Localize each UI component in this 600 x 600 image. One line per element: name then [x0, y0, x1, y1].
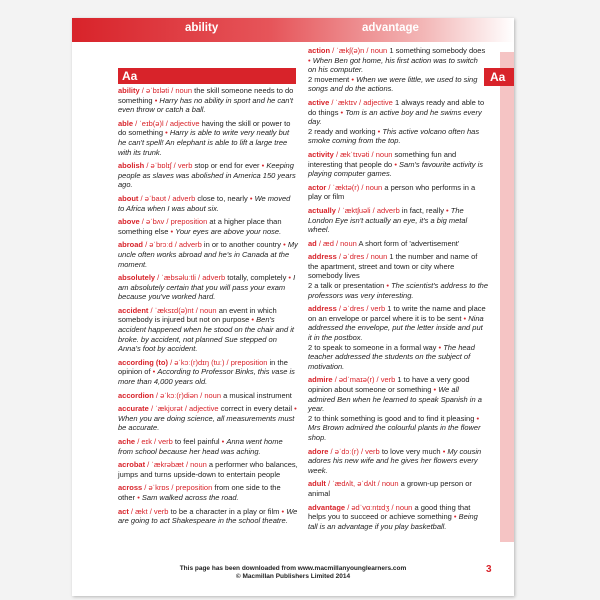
- part-of-speech: noun: [190, 460, 207, 470]
- example-sentence: Harry has no ability in sport and he can't even throw or catch a ball.: [118, 95, 293, 115]
- pronunciation: ˈækjʊrət: [155, 404, 183, 414]
- dictionary-entry: ad / æd / noun A short form of 'advertisement': [308, 238, 460, 248]
- dictionary-entry: ache / eɪk / verb to feel painful • Anna went home from school because her head was aching.: [118, 437, 283, 456]
- part-of-speech: noun: [375, 149, 393, 159]
- example-sentence: Ben's accident happened when he stood on the chair and it broke. by accident, not planned Sue stepped on Anna's foot by accident.: [118, 315, 294, 354]
- headword: acrobat: [118, 460, 146, 470]
- pronunciation: əˈdɔː(r): [334, 446, 359, 456]
- dictionary-entry: abroad / əˈbrɔːd / adverb in or to another country • My uncle often works abroad and he's in Canada at the moment.: [118, 240, 298, 269]
- part-of-speech: noun: [381, 479, 399, 489]
- definition: in or to another country: [203, 240, 282, 250]
- headword: adore: [308, 446, 329, 456]
- pronunciation: ədˈvɑːntɪdʒ: [351, 502, 390, 512]
- pronunciation: əˈdres: [343, 304, 365, 314]
- pronunciation: ədˈmaɪə(r): [338, 375, 375, 385]
- dictionary-entry: able / ˈeɪb(ə)l / adjective having the skill or power to do something • Harry is able to write very neatly but he can't spell! An elephant is able to lift a large tree with its trunk.: [118, 118, 291, 157]
- part-of-speech: verb: [177, 161, 193, 171]
- definition: a musical instrument: [223, 390, 292, 400]
- part-of-speech: noun: [370, 46, 388, 55]
- pronunciation: ˈækrəbæt: [151, 460, 184, 470]
- pronunciation: əˈbaʊt: [144, 193, 167, 203]
- part-of-speech: adverb: [178, 240, 202, 250]
- example-sentence: This active volcano often has smoke coming from the top.: [308, 126, 480, 146]
- dictionary-entry: accident / ˈæksɪd(ə)nt / noun an event in which somebody is injured but not on purpose • Ben's accident happened when he stood on the chair and it broke. by accident, not planned Sue stepped on Anna's foot by accident.: [118, 305, 294, 354]
- pronunciation: əˈbʌv: [145, 217, 165, 227]
- headword: able: [118, 118, 134, 128]
- example-sentence: Being tall is an advantage if you play basketball.: [308, 512, 478, 531]
- dictionary-entry: abolish / əˈbɒlɪʃ / verb stop or end for ever • Keeping people as slaves was abolished in America 150 years ago.: [118, 161, 296, 190]
- pronunciation: əˈkɔː(r)dɪŋ (tuː): [174, 357, 225, 367]
- dictionary-page: [72, 18, 514, 596]
- definition: in fact, really: [401, 205, 444, 215]
- dictionary-entry: advantage / ədˈvɑːntɪdʒ / noun a good thing that helps you to succeed or achieve something • Being tall is an advantage if you play basketball.: [308, 502, 478, 531]
- headword: address: [308, 304, 337, 314]
- dictionary-entry: admire / ədˈmaɪə(r) / verb 1 to have a very good opinion about someone or something • We all admired Ben when he learned to speak Spanish in a year. 2 to think something is good and to find it pleasing • Mrs Brown admired the colourful plants in the flower shop.: [308, 375, 482, 442]
- pronunciation: ˈæbsəluːtli: [161, 273, 196, 283]
- example-sentence: The scientist's address to the professors was very interesting.: [308, 281, 488, 300]
- dictionary-entry: above / əˈbʌv / preposition at a higher place than something else • Your eyes are above your nose.: [118, 217, 282, 236]
- dictionary-entry: activity / ækˈtɪvəti / noun something fun and interesting that people do • Sam's favourite activity is playing computer games.: [308, 149, 483, 179]
- definition: 2 ready and working: [308, 126, 376, 136]
- pronunciation: əˈdres: [343, 252, 365, 262]
- part-of-speech: adjective: [363, 97, 393, 107]
- pronunciation: ˈækʃ(ə)n: [336, 46, 365, 55]
- part-of-speech: verb: [370, 304, 386, 314]
- example-sentence: Tom is an active boy and he swims every day.: [308, 107, 482, 127]
- example-sentence: When Ben got home, his first action was to switch on his computer.: [308, 55, 478, 75]
- part-of-speech: noun: [204, 390, 221, 400]
- dictionary-entry: about / əˈbaʊt / adverb close to, nearly • We moved to Africa when I was about six.: [118, 193, 291, 213]
- definition: close to, nearly: [197, 193, 248, 203]
- example-sentence: We are going to act Shakespeare in the school theatre.: [118, 506, 298, 526]
- example-sentence: Anna went home from school because her head was aching.: [118, 437, 283, 456]
- pronunciation: ˈæksɪd(ə)nt: [154, 305, 194, 315]
- headword: advantage: [308, 502, 346, 512]
- part-of-speech: noun: [175, 86, 193, 95]
- pronunciation: əˈkɔː(r)diən: [160, 390, 199, 400]
- download-notice: This page has been downloaded from www.macmillanyounglearners.com: [179, 565, 407, 572]
- dictionary-entry: address / əˈdres / verb 1 to write the name and place on an envelope or parcel where it is to be sent • Nina addressed the envelope, put the letter inside and put it in the postbox. 2 to speak to someone in a formal way • The head teacher addressed the students on the subject of motivation.: [308, 304, 486, 371]
- pronunciation: əˈbɪləti: [145, 86, 170, 95]
- definition: correct in every detail: [220, 404, 292, 414]
- guide-word-right: advantage: [362, 22, 419, 34]
- headword: abroad: [118, 240, 144, 250]
- definition: to be a character in a play or film: [170, 506, 280, 516]
- dictionary-entry: active / ˈæktɪv / adjective 1 always ready and able to do things • Tom is an active boy and he swims every day. 2 ready and working • This active volcano often has smoke coming from the top.: [308, 97, 485, 146]
- definition: 2 a talk or presentation: [308, 281, 385, 291]
- definition: 1 the number and name of the apartment, street and town or city where somebody lives: [308, 252, 478, 281]
- pronunciation: əˈkrɒs: [148, 483, 170, 493]
- dictionary-entry: according (to) / əˈkɔː(r)dɪŋ (tuː) / preposition in the opinion of • According to Professor Binks, this vase is more than 4,000 years old.: [118, 357, 295, 387]
- dictionary-entry: accurate / ˈækjʊrət / adjective correct in every detail • When you are doing science, all measurements must be accurate.: [118, 404, 297, 433]
- headword: act: [118, 506, 129, 516]
- definition: a performer who balances, jumps and turns upside-down to entertain people: [118, 460, 298, 479]
- headword: actor: [308, 182, 327, 192]
- headword: admire: [308, 375, 333, 385]
- part-of-speech: noun: [365, 182, 383, 192]
- letter-tab-right: Aa: [484, 68, 514, 86]
- part-of-speech: preposition: [230, 357, 268, 367]
- definition: 2 to think something is good and to find it pleasing: [308, 413, 475, 423]
- definition: the skill someone needs to do something: [118, 86, 294, 105]
- definition: 1 always ready and able to do things: [308, 97, 485, 117]
- example-sentence: The head teacher addressed the students on the subject of motivation.: [308, 342, 475, 371]
- headword: actually: [308, 205, 336, 215]
- pronunciation: ˈæktə(r): [332, 182, 360, 192]
- dictionary-entry: adore / əˈdɔː(r) / verb to love very much • My cousin adores his new wife and he gives her flowers every week.: [308, 446, 482, 475]
- headword: abolish: [118, 161, 145, 171]
- headword: ad: [308, 238, 317, 248]
- right-column: [308, 46, 488, 535]
- part-of-speech: noun: [395, 502, 413, 512]
- definition: in the opinion of: [118, 357, 288, 377]
- pronunciation: əˈbrɔːd: [149, 240, 173, 250]
- definition: 1 to have a very good opinion about someone or something: [308, 375, 470, 394]
- example-sentence: We moved to Africa when I was about six.: [118, 193, 291, 213]
- dictionary-entry: address / əˈdres / noun 1 the number and name of the apartment, street and town or city where somebody lives 2 a talk or presentation • The scientist's address to the professors was very interesting.: [308, 252, 488, 300]
- part-of-speech: noun: [340, 238, 357, 248]
- pronunciation: ækt: [135, 506, 148, 516]
- definition: having the skill or power to do something: [118, 118, 291, 138]
- dictionary-entry: act / ækt / verb to be a character in a play or film • We are going to act Shakespeare in the school theatre.: [118, 506, 298, 526]
- pronunciation: ˈeɪb(ə)l: [139, 118, 164, 128]
- headword: absolutely: [118, 273, 156, 283]
- headword: across: [118, 483, 143, 493]
- headword: above: [118, 217, 140, 227]
- dictionary-entry: adult / ˈædʌlt, əˈdʌlt / noun a grown-up person or animal: [308, 479, 472, 498]
- example-sentence: Nina addressed the envelope, put the letter inside and put it in the postbox.: [308, 313, 484, 343]
- headword: ache: [118, 437, 136, 446]
- page-header: [72, 18, 514, 42]
- dictionary-entry: actor / ˈæktə(r) / noun a person who performs in a play or film: [308, 182, 476, 202]
- example-sentence: The London Eye isn't actually an eye, it's a big metal wheel.: [308, 205, 468, 235]
- pronunciation: ˈæktɪv: [335, 97, 357, 107]
- example-sentence: Keeping people as slaves was abolished in America 150 years ago.: [118, 161, 296, 190]
- dictionary-entry: accordion / əˈkɔː(r)diən / noun a musical instrument: [118, 390, 292, 400]
- definition: from one side to the other: [118, 483, 281, 502]
- example-sentence: When we were little, we used to sing songs and do the actions.: [308, 74, 478, 94]
- left-column: [118, 86, 298, 530]
- definition: to feel painful: [174, 437, 220, 446]
- headword: accident: [118, 305, 149, 315]
- example-sentence: Harry is able to write very neatly but he can't spell! An elephant is able to lift a large tree with its trunk.: [118, 128, 290, 157]
- dictionary-entry: action / ˈækʃ(ə)n / noun 1 something somebody does • When Ben got home, his first action was to switch on his computer. 2 movement • When we were little, we used to sing songs and do the actions.: [308, 46, 486, 94]
- headword: adult: [308, 479, 326, 489]
- part-of-speech: adverb: [172, 193, 196, 203]
- thumb-index-bar: [500, 52, 514, 542]
- definition: 2 to speak to someone in a formal way: [308, 342, 437, 352]
- example-sentence: According to Professor Binks, this vase is more than 4,000 years old.: [118, 367, 295, 387]
- example-sentence: My cousin adores his new wife and he gives her flowers every week.: [308, 446, 482, 475]
- headword: accurate: [118, 404, 149, 414]
- definition: at a higher place than something else: [118, 217, 282, 236]
- definition: a person who performs in a play or film: [308, 182, 476, 202]
- part-of-speech: preposition: [170, 217, 208, 227]
- page-footer: [72, 565, 514, 581]
- part-of-speech: adverb: [376, 205, 400, 215]
- pronunciation: ækˈtɪvəti: [340, 149, 370, 159]
- definition: an event in which somebody is injured but not on purpose: [118, 305, 277, 325]
- part-of-speech: verb: [158, 437, 173, 446]
- letter-section-heading: Aa: [118, 68, 296, 84]
- definition: stop or end for ever: [194, 161, 260, 171]
- headword: action: [308, 46, 331, 55]
- part-of-speech: adverb: [202, 273, 226, 283]
- dictionary-entry: absolutely / ˈæbsəluːtli / adverb totally, completely • I am absolutely certain that you will pass your exam because you've worked hard.: [118, 273, 296, 302]
- example-sentence: We all admired Ben when he learned to speak Spanish in a year.: [308, 385, 482, 414]
- headword: activity: [308, 149, 334, 159]
- part-of-speech: adjective: [189, 404, 219, 414]
- pronunciation: eɪk: [141, 437, 152, 446]
- headword: address: [308, 252, 337, 262]
- part-of-speech: verb: [153, 506, 169, 516]
- pronunciation: əˈbɒlɪʃ: [150, 161, 172, 171]
- definition: 1 something somebody does: [389, 46, 486, 55]
- definition: A short form of 'advertisement': [358, 238, 460, 248]
- definition: 2 movement: [308, 74, 350, 84]
- headword: about: [118, 193, 139, 203]
- headword: accordion: [118, 390, 154, 400]
- headword: ability: [118, 86, 140, 95]
- headword: according (to): [118, 357, 168, 367]
- definition: totally, completely: [227, 273, 287, 283]
- part-of-speech: preposition: [175, 483, 213, 493]
- copyright-notice: © Macmillan Publishers Limited 2014: [235, 573, 351, 580]
- part-of-speech: noun: [199, 305, 217, 315]
- example-sentence: I am absolutely certain that you will pass your exam because you've worked hard.: [118, 273, 296, 302]
- definition: to love very much: [381, 446, 441, 456]
- part-of-speech: adjective: [169, 118, 200, 128]
- part-of-speech: verb: [365, 446, 380, 456]
- example-sentence: Your eyes are above your nose.: [175, 226, 282, 236]
- part-of-speech: verb: [380, 375, 396, 385]
- dictionary-entry: actually / ˈæktʃuəli / adverb in fact, really • The London Eye isn't actually an eye, it's a big metal wheel.: [308, 205, 468, 235]
- guide-word-left: ability: [185, 22, 219, 34]
- example-sentence: My uncle often works abroad and he's in Canada at the moment.: [118, 240, 298, 269]
- pronunciation: æd: [323, 238, 334, 248]
- page-number: 3: [486, 564, 492, 575]
- example-sentence: Mrs Brown admired the colourful plants in the flower shop.: [308, 423, 481, 442]
- pronunciation: ˈædʌlt, əˈdʌlt: [332, 479, 376, 489]
- part-of-speech: noun: [370, 252, 388, 262]
- pronunciation: ˈæktʃuəli: [342, 205, 371, 215]
- definition: a grown-up person or animal: [308, 479, 472, 498]
- example-sentence: When you are doing science, all measurements must be accurate.: [118, 413, 295, 433]
- definition: 1 to write the name and place on an envelope or parcel where it is to be sent: [308, 304, 486, 323]
- example-sentence: Sam walked across the road.: [141, 492, 239, 502]
- dictionary-entry: across / əˈkrɒs / preposition from one side to the other • Sam walked across the road.: [118, 483, 281, 502]
- dictionary-entry: acrobat / ˈækrəbæt / noun a performer who balances, jumps and turns upside-down to entertain people: [118, 460, 298, 479]
- definition: a good thing that helps you to succeed or achieve something: [308, 502, 471, 522]
- headword: active: [308, 97, 330, 107]
- example-sentence: Sam's favourite activity is playing computer games.: [308, 159, 483, 179]
- definition: something fun and interesting that people do: [308, 149, 457, 169]
- dictionary-entry: ability / əˈbɪləti / noun the skill someone needs to do something • Harry has no ability in sport and he can't even throw or catch a ball.: [118, 86, 294, 115]
